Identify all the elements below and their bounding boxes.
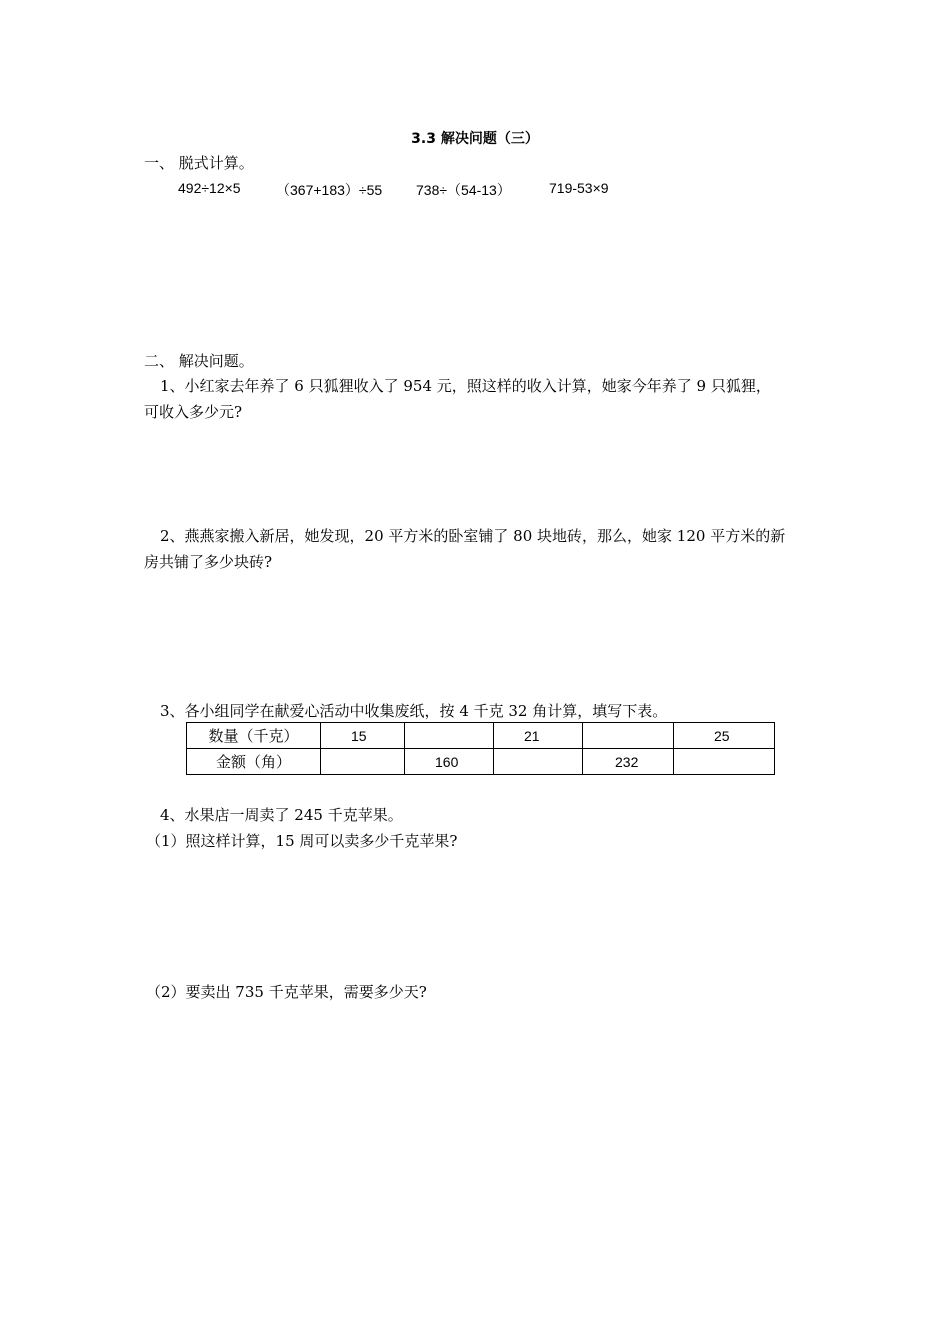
page-title: 3.3 解决问题（三）: [411, 131, 539, 147]
expression-4: 719-53×9: [549, 180, 609, 196]
table-cell: [494, 749, 583, 775]
section2-heading: 二、 解决问题。: [144, 352, 254, 370]
row-label-quantity: 数量（千克）: [187, 723, 321, 749]
question-1-line-2: 可收入多少元?: [144, 403, 243, 421]
table-cell: 232: [583, 749, 674, 775]
table-cell: [583, 723, 674, 749]
table-cell: [405, 723, 494, 749]
fill-in-table: [186, 722, 775, 775]
question-2-line-2: 房共铺了多少块砖?: [144, 553, 273, 571]
question-3-text: 3、各小组同学在献爱心活动中收集废纸，按 4 千克 32 角计算，填写下表。: [160, 702, 668, 720]
question-4-sub-1: （1）照这样计算，15 周可以卖多少千克苹果?: [146, 832, 458, 850]
expression-1: 492÷12×5: [178, 180, 241, 196]
expression-2: （367+183）÷55: [276, 182, 383, 198]
section1-heading: 一、 脱式计算。: [144, 154, 254, 172]
expression-3: 738÷（54-13）: [416, 182, 511, 198]
question-4-text: 4、水果店一周卖了 245 千克苹果。: [160, 806, 403, 824]
question-4-sub-2: （2）要卖出 735 千克苹果，需要多少天?: [146, 983, 427, 1001]
question-1-line-1: 1、小红家去年养了 6 只狐狸收入了 954 元，照这样的收入计算，她家今年养了 9 只狐狸，: [160, 377, 771, 395]
table-cell: 21: [494, 723, 583, 749]
table-row-quantity: [187, 723, 775, 749]
table-row-amount: [187, 749, 775, 775]
row-label-amount: 金额（角）: [187, 749, 321, 775]
table-cell: 15: [321, 723, 405, 749]
table-cell: 25: [674, 723, 775, 749]
table-cell: [674, 749, 775, 775]
question-2-line-1: 2、燕燕家搬入新居，她发现，20 平方米的卧室铺了 80 块地砖，那么，她家 120 平方米的新: [160, 527, 786, 545]
table-cell: [321, 749, 405, 775]
table-cell: 160: [405, 749, 494, 775]
